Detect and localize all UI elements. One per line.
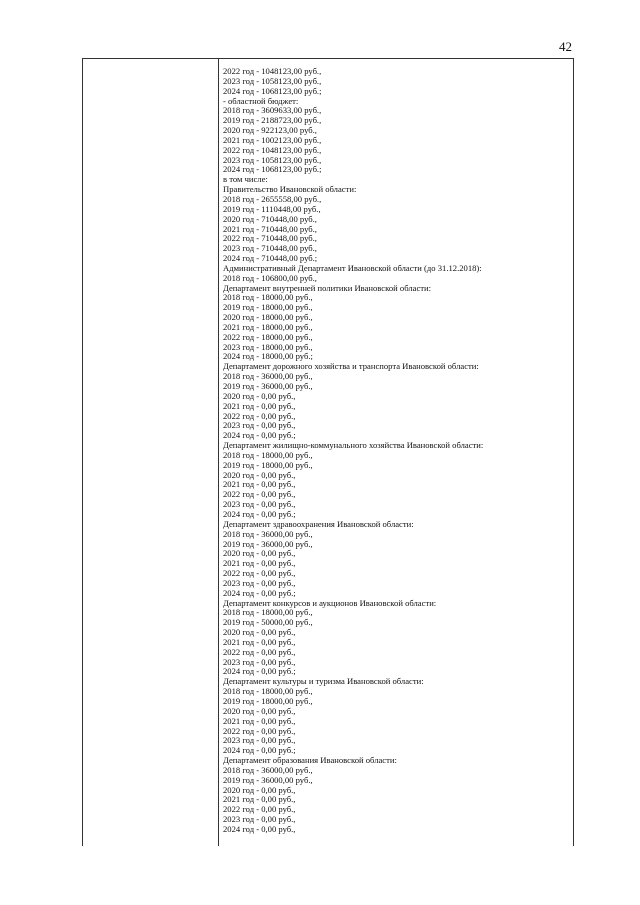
funding-line: 2021 год - 0,00 руб.,	[223, 715, 296, 726]
funding-line: 2023 год - 0,00 руб.,	[223, 420, 296, 431]
budget-table	[82, 58, 574, 846]
funding-line: 2021 год - 0,00 руб.,	[223, 636, 296, 647]
funding-line: Правительство Ивановской области:	[223, 184, 357, 195]
funding-line: 2023 год - 710448,00 руб.,	[223, 243, 317, 254]
funding-line: 2018 год - 3609633,00 руб.,	[223, 105, 322, 116]
funding-line: 2018 год - 18000,00 руб.,	[223, 292, 313, 303]
funding-line: 2020 год - 0,00 руб.,	[223, 469, 296, 480]
funding-line: 2024 год - 0,00 руб.;	[223, 430, 296, 441]
funding-line: 2023 год - 0,00 руб.,	[223, 577, 296, 588]
column-divider	[218, 59, 219, 846]
funding-line: 2022 год - 1048123,00 руб.,	[223, 66, 322, 76]
funding-line: 2019 год - 36000,00 руб.,	[223, 774, 313, 785]
funding-line: 2020 год - 0,00 руб.,	[223, 627, 296, 638]
funding-line: 2023 год - 18000,00 руб.,	[223, 341, 313, 352]
funding-line: 2020 год - 0,00 руб.,	[223, 390, 296, 401]
funding-line: 2024 год - 0,00 руб.;	[223, 508, 296, 519]
funding-line: 2024 год - 0,00 руб.,	[223, 823, 296, 834]
funding-line: 2024 год - 710448,00 руб.;	[223, 253, 318, 264]
funding-line: 2024 год - 0,00 руб.;	[223, 587, 296, 598]
funding-line: 2023 год - 0,00 руб.,	[223, 735, 296, 746]
funding-line: 2019 год - 2188723,00 руб.,	[223, 115, 322, 126]
funding-line: 2023 год - 0,00 руб.,	[223, 656, 296, 667]
funding-line: 2022 год - 0,00 руб.,	[223, 725, 296, 736]
funding-line: 2021 год - 710448,00 руб.,	[223, 223, 317, 234]
funding-line: 2023 год - 0,00 руб.,	[223, 814, 296, 825]
funding-line: 2019 год - 36000,00 руб.,	[223, 538, 313, 549]
funding-line: 2023 год - 1058123,00 руб.,	[223, 154, 322, 165]
funding-line: 2020 год - 0,00 руб.,	[223, 548, 296, 559]
funding-line: 2024 год - 0,00 руб.;	[223, 666, 296, 677]
funding-line: 2021 год - 0,00 руб.,	[223, 479, 296, 490]
table-cell-funding	[223, 67, 569, 835]
funding-line: 2018 год - 18000,00 руб.,	[223, 607, 313, 618]
funding-line: 2024 год - 18000,00 руб.;	[223, 351, 313, 362]
funding-line: 2022 год - 18000,00 руб.,	[223, 331, 313, 342]
page-number: 42	[559, 39, 572, 54]
funding-line: 2020 год - 710448,00 руб.,	[223, 213, 317, 224]
funding-line: Департамент конкурсов и аукционов Ивановской области:	[223, 597, 437, 608]
funding-line: 2022 год - 1048123,00 руб.,	[223, 144, 322, 155]
funding-line: 2020 год - 0,00 руб.,	[223, 705, 296, 716]
funding-line: 2021 год - 1002123,00 руб.,	[223, 134, 322, 145]
funding-line: 2018 год - 18000,00 руб.,	[223, 686, 313, 697]
funding-line: 2018 год - 36000,00 руб.,	[223, 764, 313, 775]
funding-line: 2020 год - 922123,00 руб.,	[223, 125, 317, 136]
funding-line: 2022 год - 0,00 руб.,	[223, 489, 296, 500]
funding-line: 2022 год - 710448,00 руб.,	[223, 233, 317, 244]
funding-line: 2022 год - 0,00 руб.,	[223, 646, 296, 657]
funding-line: 2018 год - 36000,00 руб.,	[223, 371, 313, 382]
funding-line: 2019 год - 18000,00 руб.,	[223, 302, 313, 313]
funding-line: 2021 год - 0,00 руб.,	[223, 558, 296, 569]
funding-line: в том числе:	[223, 174, 268, 185]
funding-line: 2020 год - 18000,00 руб.,	[223, 312, 313, 323]
funding-line: 2021 год - 0,00 руб.,	[223, 794, 296, 805]
funding-line: 2024 год - 1068123,00 руб.;	[223, 85, 322, 96]
funding-line: Департамент внутренней политики Ивановской области:	[223, 282, 432, 293]
funding-line: 2019 год - 36000,00 руб.,	[223, 381, 313, 391]
funding-line: 2023 год - 0,00 руб.,	[223, 499, 296, 510]
funding-line: 2022 год - 0,00 руб.,	[223, 804, 296, 815]
funding-line: 2018 год - 2655558,00 руб.,	[223, 193, 322, 204]
funding-line: Административный Департамент Ивановской области (до 31.12.2018):	[223, 262, 482, 273]
funding-line: 2019 год - 18000,00 руб.,	[223, 459, 313, 470]
funding-line: 2023 год - 1058123,00 руб.,	[223, 75, 322, 86]
funding-line: 2024 год - 0,00 руб.;	[223, 745, 296, 756]
funding-line: 2019 год - 50000,00 руб.,	[223, 617, 313, 628]
funding-line: 2024 год - 1068123,00 руб.;	[223, 164, 322, 175]
funding-line: 2018 год - 106800,00 руб.,	[223, 272, 317, 283]
funding-line: Департамент дорожного хозяйства и транспорта Ивановской области:	[223, 361, 479, 372]
funding-line: 2020 год - 0,00 руб.,	[223, 784, 296, 795]
funding-line: 2018 год - 36000,00 руб.,	[223, 528, 313, 539]
funding-line: 2021 год - 18000,00 руб.,	[223, 321, 313, 332]
funding-line: 2022 год - 0,00 руб.,	[223, 568, 296, 579]
funding-line: 2019 год - 1110448,00 руб.,	[223, 203, 321, 214]
funding-line: 2021 год - 0,00 руб.,	[223, 400, 296, 411]
funding-line: Департамент жилищно-коммунального хозяйства Ивановской области:	[223, 440, 484, 451]
funding-line: 2022 год - 0,00 руб.,	[223, 410, 296, 421]
funding-line: - областной бюджет:	[223, 95, 299, 106]
funding-line: Департамент образования Ивановской области:	[223, 755, 397, 766]
funding-line: 2019 год - 18000,00 руб.,	[223, 696, 313, 706]
funding-line: Департамент здравоохранения Ивановской области:	[223, 518, 414, 529]
funding-line: 2018 год - 18000,00 руб.,	[223, 449, 313, 460]
funding-line: Департамент культуры и туризма Ивановской области:	[223, 676, 424, 687]
